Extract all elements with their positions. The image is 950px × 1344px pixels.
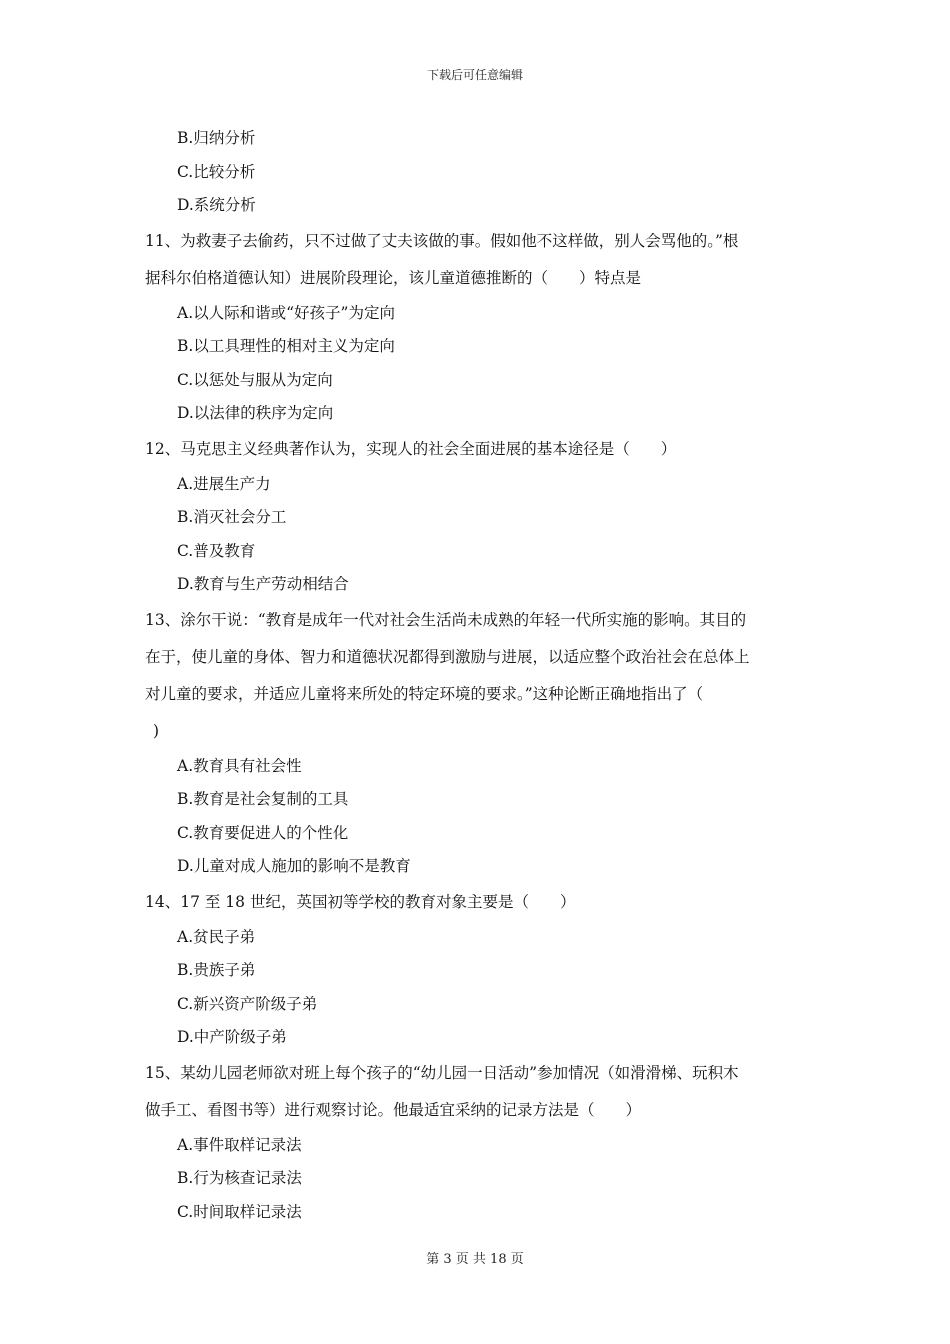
option-item: B.贵族子弟 bbox=[177, 961, 256, 979]
option-item: D.系统分析 bbox=[177, 196, 256, 214]
question-text-line: 做手工、看图书等）进行观察讨论。他最适宜采纳的记录方法是（ ） bbox=[145, 1100, 642, 1119]
option-item: C.教育要促进人的个性化 bbox=[177, 823, 349, 842]
question-text-line: 13、涂尔干说：“教育是成年一代对社会生活尚未成熟的年轻一代所实施的影响。其目的 bbox=[145, 610, 747, 629]
option-item: A.事件取样记录法 bbox=[177, 1135, 302, 1154]
option-item: C.新兴资产阶级子弟 bbox=[177, 994, 318, 1013]
document-body bbox=[145, 122, 815, 1229]
option-item: A.进展生产力 bbox=[177, 474, 271, 493]
option-item: C.比较分析 bbox=[177, 162, 256, 181]
option-item: A.贫民子弟 bbox=[177, 927, 256, 946]
option-item: B.消灭社会分工 bbox=[177, 508, 287, 526]
option-item: B.以工具理性的相对主义为定向 bbox=[177, 337, 395, 355]
page-footer: 第 3 页 共 18 页 bbox=[426, 1252, 524, 1267]
option-item: D.以法律的秩序为定向 bbox=[177, 404, 334, 422]
question-14 bbox=[145, 884, 815, 921]
question-12 bbox=[145, 431, 815, 468]
option-item: C.时间取样记录法 bbox=[177, 1202, 302, 1221]
option-item: B.教育是社会复制的工具 bbox=[177, 790, 349, 808]
question-text-line: 15、某幼儿园老师欲对班上每个孩子的“幼儿园一日活动”参加情况（如滑滑梯、玩积木 bbox=[145, 1063, 739, 1082]
question-text-line: 14、17 至 18 世纪，英国初等学校的教育对象主要是（ ） bbox=[145, 892, 576, 911]
option-item: A.教育具有社会性 bbox=[177, 756, 302, 775]
option-item: A.以人际和谐或“好孩子”为定向 bbox=[177, 303, 395, 322]
question-text-line: 据科尔伯格道德认知）进展阶段理论，该儿童道德推断的（ ）特点是 bbox=[145, 268, 642, 287]
option-item: B.归纳分析 bbox=[177, 129, 256, 147]
question-text-line: 对儿童的要求，并适应儿童将来所处的特定环境的要求。”这种论断正确地指出了（ bbox=[145, 684, 704, 703]
question-15 bbox=[145, 1055, 815, 1129]
question-11 bbox=[145, 223, 815, 297]
question-text-line: ) bbox=[153, 721, 160, 740]
option-item: D.中产阶级子弟 bbox=[177, 1028, 287, 1046]
question-text-line: 11、为救妻子去偷药，只不过做了丈夫该做的事。假如他不这样做，别人会骂他的。”根 bbox=[145, 231, 739, 250]
question-13 bbox=[145, 602, 815, 750]
question-text-line: 在于，使儿童的身体、智力和道德状况都得到激励与进展，以适应整个政治社会在总体上 bbox=[145, 647, 750, 666]
option-item: D.教育与生产劳动相结合 bbox=[177, 575, 349, 593]
option-item: C.以惩处与服从为定向 bbox=[177, 370, 333, 389]
page-header: 下载后可任意编辑 bbox=[426, 68, 523, 82]
option-item: C.普及教育 bbox=[177, 541, 256, 560]
option-item: B.行为核查记录法 bbox=[177, 1169, 302, 1187]
question-text-line: 12、马克思主义经典著作认为，实现人的社会全面进展的基本途径是（ ） bbox=[145, 439, 677, 458]
option-item: D.儿童对成人施加的影响不是教育 bbox=[177, 857, 411, 875]
